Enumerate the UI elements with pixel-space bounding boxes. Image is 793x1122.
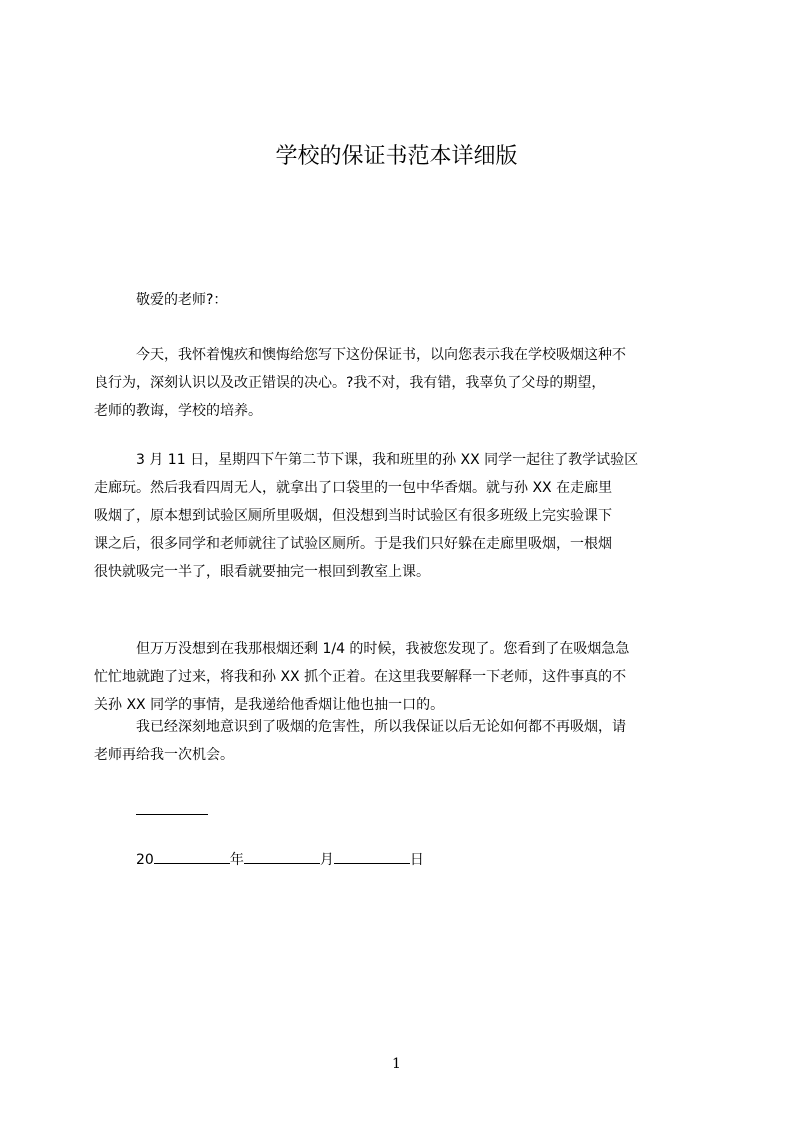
paragraph-line: 良行为，深刻认识以及改正错误的决心。?我不对，我有错，我辜负了父母的期望， bbox=[94, 375, 606, 391]
year-label: 年 bbox=[229, 852, 244, 868]
salutation-text: 敬爱的老师?： bbox=[136, 292, 228, 308]
paragraph-line: 今天，我怀着愧疚和懊悔给您写下这份保证书，以向您表示我在学校吸烟这种不 bbox=[136, 347, 626, 363]
month-label: 月 bbox=[319, 852, 334, 868]
day-label: 日 bbox=[409, 852, 424, 868]
paragraph-4 bbox=[94, 713, 700, 769]
paragraph-line: 但万万没想到在我那根烟还剩 1/4 的时候，我被您发现了。您看到了在吸烟急急 bbox=[136, 641, 630, 657]
paragraph-line: 很快就吸完一半了，眼看就要抽完一根回到教室上课。 bbox=[94, 564, 430, 580]
month-blank bbox=[244, 847, 320, 864]
document-title: 学校的保证书范本详细版 bbox=[275, 144, 518, 169]
signature-blank bbox=[136, 813, 208, 815]
paragraph-line: 忙忙地就跑了过来，将我和孙 XX 抓个正着。在这里我要解释一下老师，这件事真的不 bbox=[94, 669, 627, 685]
year-blank bbox=[154, 847, 230, 864]
salutation bbox=[94, 286, 700, 314]
paragraph-line: 关孙 XX 同学的事情，是我递给他香烟让他也抽一口的。 bbox=[94, 697, 445, 713]
paragraph-line: 走廊玩。然后我看四周无人，就拿出了口袋里的一包中华香烟。就与孙 XX 在走廊里 bbox=[94, 480, 613, 496]
date-line bbox=[136, 846, 424, 874]
paragraph-1 bbox=[94, 341, 700, 425]
paragraph-line: 我已经深刻地意识到了吸烟的危害性，所以我保证以后无论如何都不再吸烟，请 bbox=[136, 719, 626, 735]
date-prefix: 20 bbox=[136, 852, 154, 868]
paragraph-line: 课之后，很多同学和老师就往了试验区厕所。于是我们只好躲在走廊里吸烟，一根烟 bbox=[94, 536, 612, 552]
day-blank bbox=[334, 847, 410, 864]
paragraph-3 bbox=[94, 635, 700, 719]
paragraph-line: 老师的教诲，学校的培养。 bbox=[94, 403, 262, 419]
paragraph-line: 吸烟了，原本想到试验区厕所里吸烟，但没想到当时试验区有很多班级上完实验课下 bbox=[94, 508, 612, 524]
paragraph-line: 老师再给我一次机会。 bbox=[94, 747, 234, 763]
paragraph-line: 3 月 11 日，星期四下午第二节下课，我和班里的孙 XX 同学一起往了教学试验区 bbox=[136, 452, 639, 468]
page-number: 1 bbox=[392, 1056, 401, 1072]
paragraph-2 bbox=[94, 446, 700, 586]
